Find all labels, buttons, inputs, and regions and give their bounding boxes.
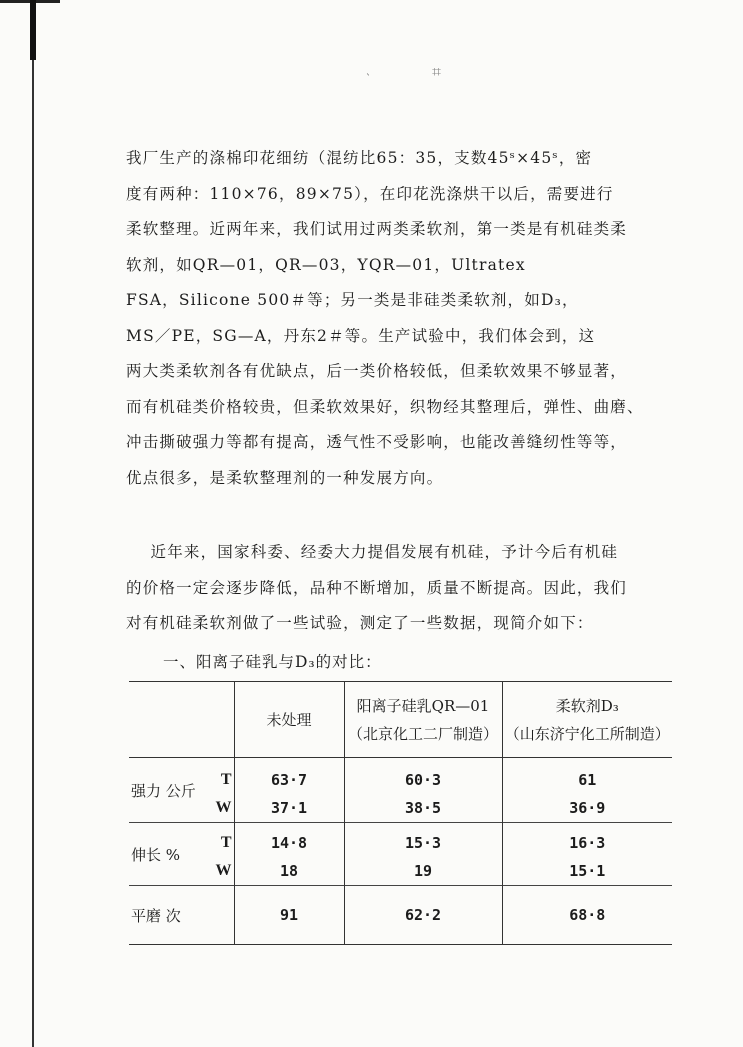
header-d3-maker: （山东济宁化工所制造） <box>504 724 670 743</box>
text-line: 冲击撕破强力等都有提高，透气性不受影响，也能改善缝纫性等等， <box>126 433 628 451</box>
header-untreated: 未处理 <box>234 682 344 758</box>
table-header-row <box>129 682 672 758</box>
text-line: 的价格一定会逐步降低，品种不断增加，质量不断提高。因此，我们 <box>126 578 628 597</box>
table-cell: 14·8 <box>234 823 344 858</box>
table-row <box>129 823 672 858</box>
header-qr01-maker: （北京化工二厂制造） <box>347 724 498 743</box>
table-cell: 15·1 <box>502 857 672 886</box>
text-line: 柔软整理。近两年来，我们试用过两类柔软剂，第一类是有机硅类柔 <box>126 220 628 238</box>
table-cell: 63·7 <box>234 758 344 795</box>
scan-speck: ˋ <box>366 74 371 85</box>
text-line: 我厂生产的涤棉印花细纺（混纺比65：35，支数45ˢ×45ˢ，密 <box>126 149 593 167</box>
table-cell: 37·1 <box>234 794 344 823</box>
table-cell: 62·2 <box>344 886 502 945</box>
page-edge-mark <box>30 0 36 60</box>
scan-mark: ⌗ <box>432 62 442 81</box>
row-subscript-t: T <box>214 758 234 795</box>
table-cell: 38·5 <box>344 794 502 823</box>
section-heading: 一、阳离子硅乳与D₃的对比： <box>163 653 382 671</box>
text-line: MS／PE，SG—A，丹东2＃等。生产试验中，我们体会到，这 <box>126 326 596 345</box>
header-empty-cell <box>129 682 234 758</box>
text-line: 两大类柔软剂各有优缺点，后一类价格较低，但柔软效果不够显著， <box>126 362 628 380</box>
table-cell: 15·3 <box>344 823 502 858</box>
row-label-strength: 强力 公斤 <box>129 758 214 823</box>
table-row <box>129 758 672 795</box>
table-cell: 36·9 <box>502 794 672 823</box>
row-label-abrasion: 平磨 次 <box>129 886 234 945</box>
text-line: 软剂，如QR—01，QR—03，YQR—01，Ultratex <box>126 255 526 274</box>
text-line: FSA，Silicone 500＃等；另一类是非硅类柔软剂，如D₃， <box>126 291 579 309</box>
paragraph-1 <box>126 141 686 496</box>
paragraph-2 <box>126 535 686 642</box>
table-cell: 68·8 <box>502 886 672 945</box>
row-label-elongation: 伸长 % <box>129 823 214 886</box>
table-cell: 19 <box>344 857 502 886</box>
table-row <box>129 886 672 945</box>
text-line: 优点很多，是柔软整理剂的一种发展方向。 <box>126 468 444 487</box>
table-cell: 91 <box>234 886 344 945</box>
row-subscript-w: W <box>215 862 232 879</box>
row-subscript-w: W <box>215 799 232 816</box>
header-qr01 <box>344 682 502 758</box>
table-cell: 16·3 <box>502 823 672 858</box>
page-edge-left <box>32 0 34 1047</box>
table-cell: 61 <box>502 758 672 795</box>
table-cell: 18 <box>234 857 344 886</box>
text-line: 近年来，国家科委、经委大力提倡发展有机硅，予计今后有机硅 <box>126 543 619 561</box>
text-line: 度有两种：110×76，89×75），在印花洗涤烘干以后，需要进行 <box>126 184 614 203</box>
header-d3 <box>502 682 672 758</box>
text-line: 而有机硅类价格较贵，但柔软效果好，织物经其整理后，弹性、曲磨、 <box>126 397 644 416</box>
table-cell: 60·3 <box>344 758 502 795</box>
comparison-table <box>129 681 672 945</box>
row-subscript-t: T <box>214 823 234 858</box>
header-d3-name: 柔软剂D₃ <box>555 696 619 715</box>
header-qr01-name: 阳离子硅乳QR—01 <box>356 696 490 715</box>
text-line: 对有机硅柔软剂做了一些试验，测定了一些数据，现简介如下： <box>126 614 594 632</box>
